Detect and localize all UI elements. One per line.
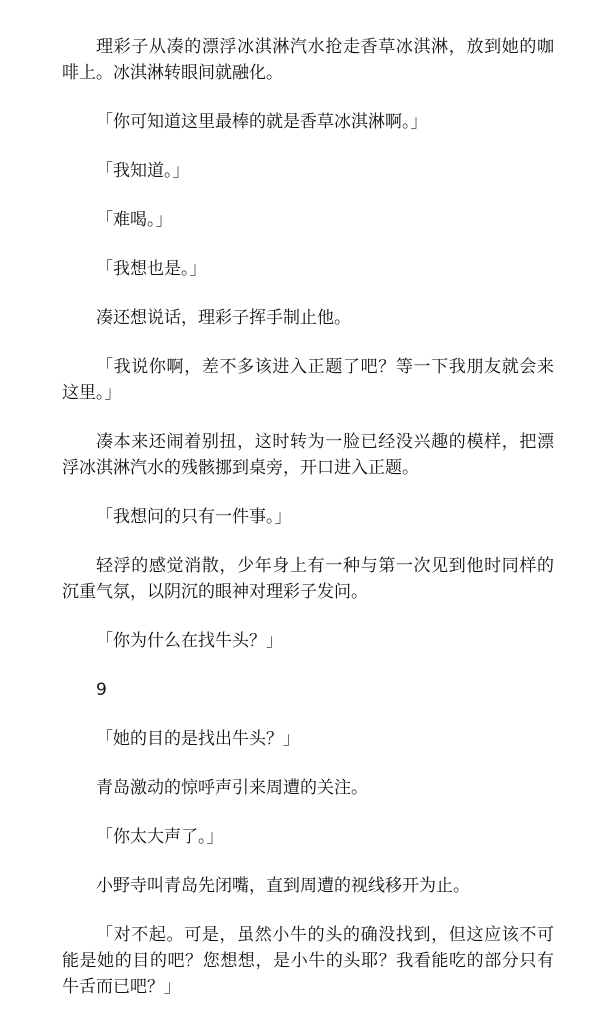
dialogue-line: 「她的目的是找出牛头？」 [96, 729, 300, 749]
document-page [62, 34, 554, 1023]
paragraph: 小野寺叫青岛先闭嘴，直到周遭的视线移开为止。 [96, 876, 470, 896]
dialogue-line: 「我想也是。」 [96, 259, 207, 279]
dialogue-line: 「你为什么在找牛头？」 [96, 631, 283, 651]
dialogue-line: 「我说你啊，差不多该进入正题了吧？等一下我朋友就会来这里。」 [62, 357, 554, 403]
paragraph: 理彩子从凑的漂浮冰淇淋汽水抢走香草冰淇淋，放到她的咖啡上。冰淇淋转眼间就融化。 [62, 37, 554, 83]
paragraph: 凑还想说话，理彩子挥手制止他。 [96, 308, 351, 328]
dialogue-line: 「你太大声了。」 [96, 827, 224, 847]
dialogue-line: 「对不起。可是，虽然小牛的头的确没找到，但这应该不可能是她的目的吧？您想想，是小牛的头耶？我看能吃的部分只有牛舌而已吧？」 [62, 925, 554, 997]
dialogue-line: 「难喝。」 [96, 210, 173, 230]
dialogue-line: 「我想问的只有一件事。」 [96, 507, 292, 527]
paragraph: 青岛激动的惊呼声引来周遭的关注。 [96, 778, 368, 798]
paragraph: 轻浮的感觉消散，少年身上有一种与第一次见到他时同样的沉重气氛，以阴沉的眼神对理彩子发问。 [62, 556, 554, 602]
paragraph: 凑本来还闹着别扭，这时转为一脸已经没兴趣的模样，把漂浮冰淇淋汽水的残骸挪到桌旁，开口进入正题。 [62, 432, 554, 478]
dialogue-line: 「你可知道这里最棒的就是香草冰淇淋啊。」 [96, 112, 428, 132]
dialogue-line: 「我知道。」 [96, 161, 190, 181]
section-number: 9 [96, 680, 107, 700]
